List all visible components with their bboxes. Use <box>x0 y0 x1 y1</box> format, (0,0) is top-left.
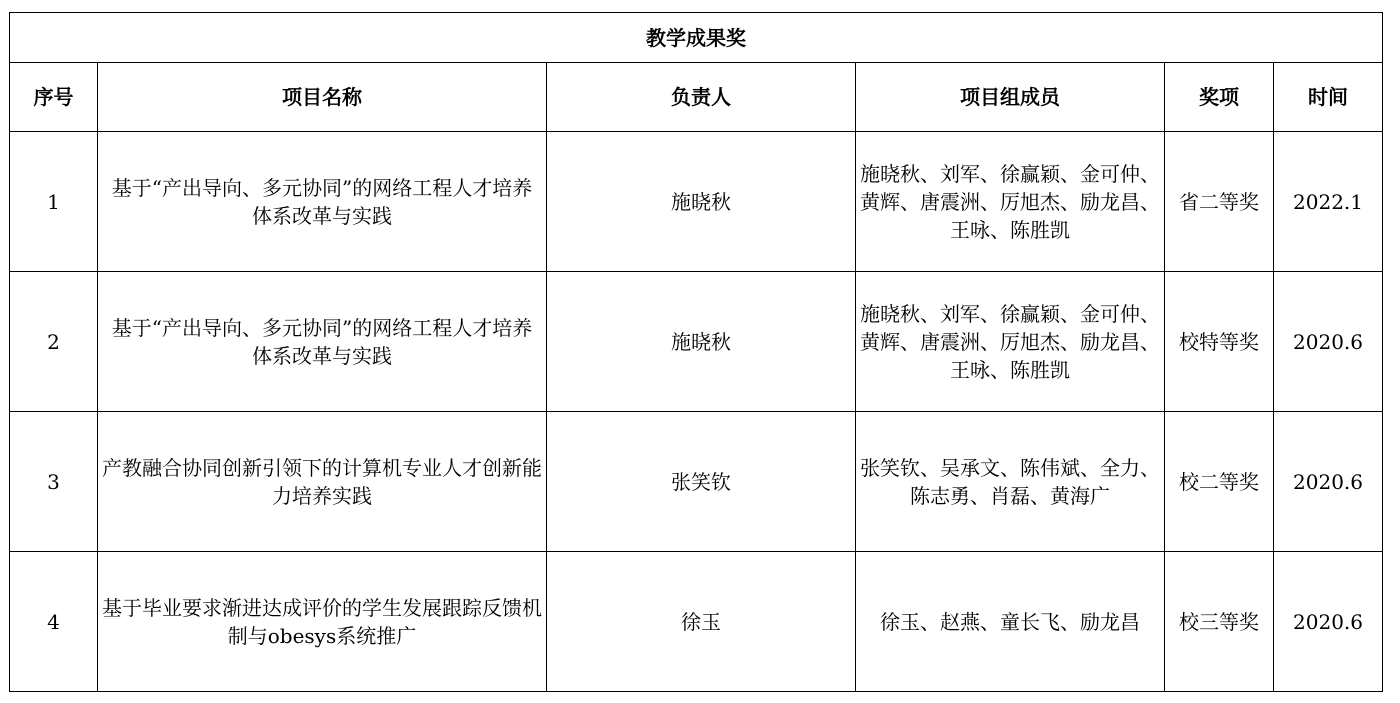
cell-members: 徐玉、赵燕、童长飞、励龙昌 <box>856 552 1165 692</box>
cell-date: 2020.6 <box>1274 272 1383 412</box>
cell-index: 1 <box>10 132 98 272</box>
table-title: 教学成果奖 <box>10 13 1383 63</box>
cell-leader: 施晓秋 <box>547 272 856 412</box>
header-date: 时间 <box>1274 63 1383 132</box>
cell-members: 施晓秋、刘军、徐赢颖、金可仲、黄辉、唐震洲、厉旭杰、励龙昌、王咏、陈胜凯 <box>856 272 1165 412</box>
cell-award: 校二等奖 <box>1165 412 1274 552</box>
cell-leader: 施晓秋 <box>547 132 856 272</box>
table-title-row <box>10 13 1383 63</box>
cell-award: 校特等奖 <box>1165 272 1274 412</box>
cell-project-name: 基于“产出导向、多元协同”的网络工程人才培养体系改革与实践 <box>98 272 547 412</box>
awards-table <box>9 12 1383 692</box>
table-row <box>10 552 1383 692</box>
cell-project-name: 基于毕业要求渐进达成评价的学生发展跟踪反馈机制与obesys系统推广 <box>98 552 547 692</box>
cell-award: 省二等奖 <box>1165 132 1274 272</box>
header-project-name: 项目名称 <box>98 63 547 132</box>
cell-leader: 徐玉 <box>547 552 856 692</box>
cell-members: 施晓秋、刘军、徐赢颖、金可仲、黄辉、唐震洲、厉旭杰、励龙昌、王咏、陈胜凯 <box>856 132 1165 272</box>
table-header-row <box>10 63 1383 132</box>
cell-index: 2 <box>10 272 98 412</box>
cell-date: 2020.6 <box>1274 412 1383 552</box>
header-members: 项目组成员 <box>856 63 1165 132</box>
cell-date: 2022.1 <box>1274 132 1383 272</box>
cell-index: 3 <box>10 412 98 552</box>
table-row <box>10 412 1383 552</box>
cell-project-name: 基于“产出导向、多元协同”的网络工程人才培养体系改革与实践 <box>98 132 547 272</box>
table-row <box>10 272 1383 412</box>
cell-leader: 张笑钦 <box>547 412 856 552</box>
cell-index: 4 <box>10 552 98 692</box>
cell-date: 2020.6 <box>1274 552 1383 692</box>
header-leader: 负责人 <box>547 63 856 132</box>
header-award: 奖项 <box>1165 63 1274 132</box>
table-row <box>10 132 1383 272</box>
cell-project-name: 产教融合协同创新引领下的计算机专业人才创新能力培养实践 <box>98 412 547 552</box>
cell-members: 张笑钦、吴承文、陈伟斌、全力、陈志勇、肖磊、黄海广 <box>856 412 1165 552</box>
cell-award: 校三等奖 <box>1165 552 1274 692</box>
header-index: 序号 <box>10 63 98 132</box>
